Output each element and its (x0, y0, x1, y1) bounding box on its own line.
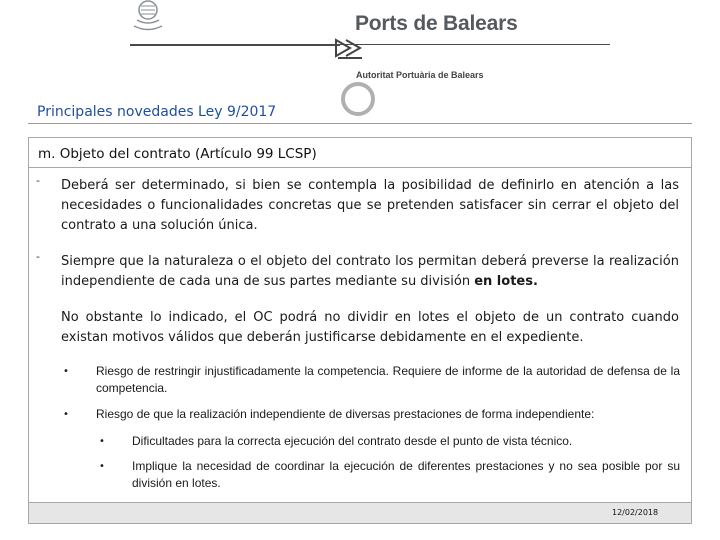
reason-competencia: Riesgo de restringir injustificadamente la competencia. Requiere de informe de la autoridad de defensa de la competencia. (96, 364, 680, 395)
content-box (28, 137, 692, 504)
round-bullet: • (63, 409, 69, 420)
bullet-lotes-end: . (532, 274, 538, 289)
exception-paragraph: No obstante lo indicado, el OC podrá no dividir en lotes el objeto de un contrato cuando existan motivos válidos que deberán justificarse debidamente en el expediente. (61, 310, 679, 345)
coat-of-arms-logo (128, 0, 168, 34)
round-bullet: • (99, 436, 105, 447)
brand-name: Ports de Balears (355, 12, 518, 35)
footer-date: 12/02/2018 (612, 508, 659, 517)
ports-logo-mark (332, 36, 372, 64)
sub-reason-tecnico: Dificultades para la correcta ejecución del contrato desde el punto de vista técnico. (132, 434, 573, 448)
dash-bullet: - (36, 250, 40, 263)
title-underline (28, 123, 692, 124)
circle-ornament (339, 80, 377, 118)
bullet-lotes (61, 252, 679, 292)
bullet-determinado: Deberá ser determinado, si bien se contempla la posibilidad de definirlo en atención a las necesidades o funcionalidades concretas que se pretenden satisfacer sin cerrar el objeto del contrato a una solución única. (61, 178, 679, 233)
section-header (29, 138, 691, 168)
reason-prestaciones: Riesgo de que la realización independiente de diversas prestaciones de forma independiente: (96, 407, 595, 421)
header-divider-accent (130, 44, 340, 46)
sub-reason-coordinar: Implique la necesidad de coordinar la ejecución de diferentes prestaciones y no sea posible por su división en lotes. (132, 459, 680, 490)
section-heading: m. Objeto del contrato (Artículo 99 LCSP) (38, 146, 317, 162)
footer-bar (28, 502, 692, 524)
dash-bullet: - (36, 174, 40, 187)
round-bullet: • (99, 461, 105, 472)
bullet-lotes-bold: en lotes (474, 274, 533, 289)
bullet-lotes-text: Siempre que la naturaleza o el objeto del contrato los permitan deberá preverse la realización independiente de cada una de sus partes mediante su división (61, 254, 679, 289)
slide-title: Principales novedades Ley 9/2017 (37, 104, 277, 120)
round-bullet: • (63, 366, 69, 377)
brand-subtitle: Autoritat Portuària de Balears (356, 70, 484, 80)
